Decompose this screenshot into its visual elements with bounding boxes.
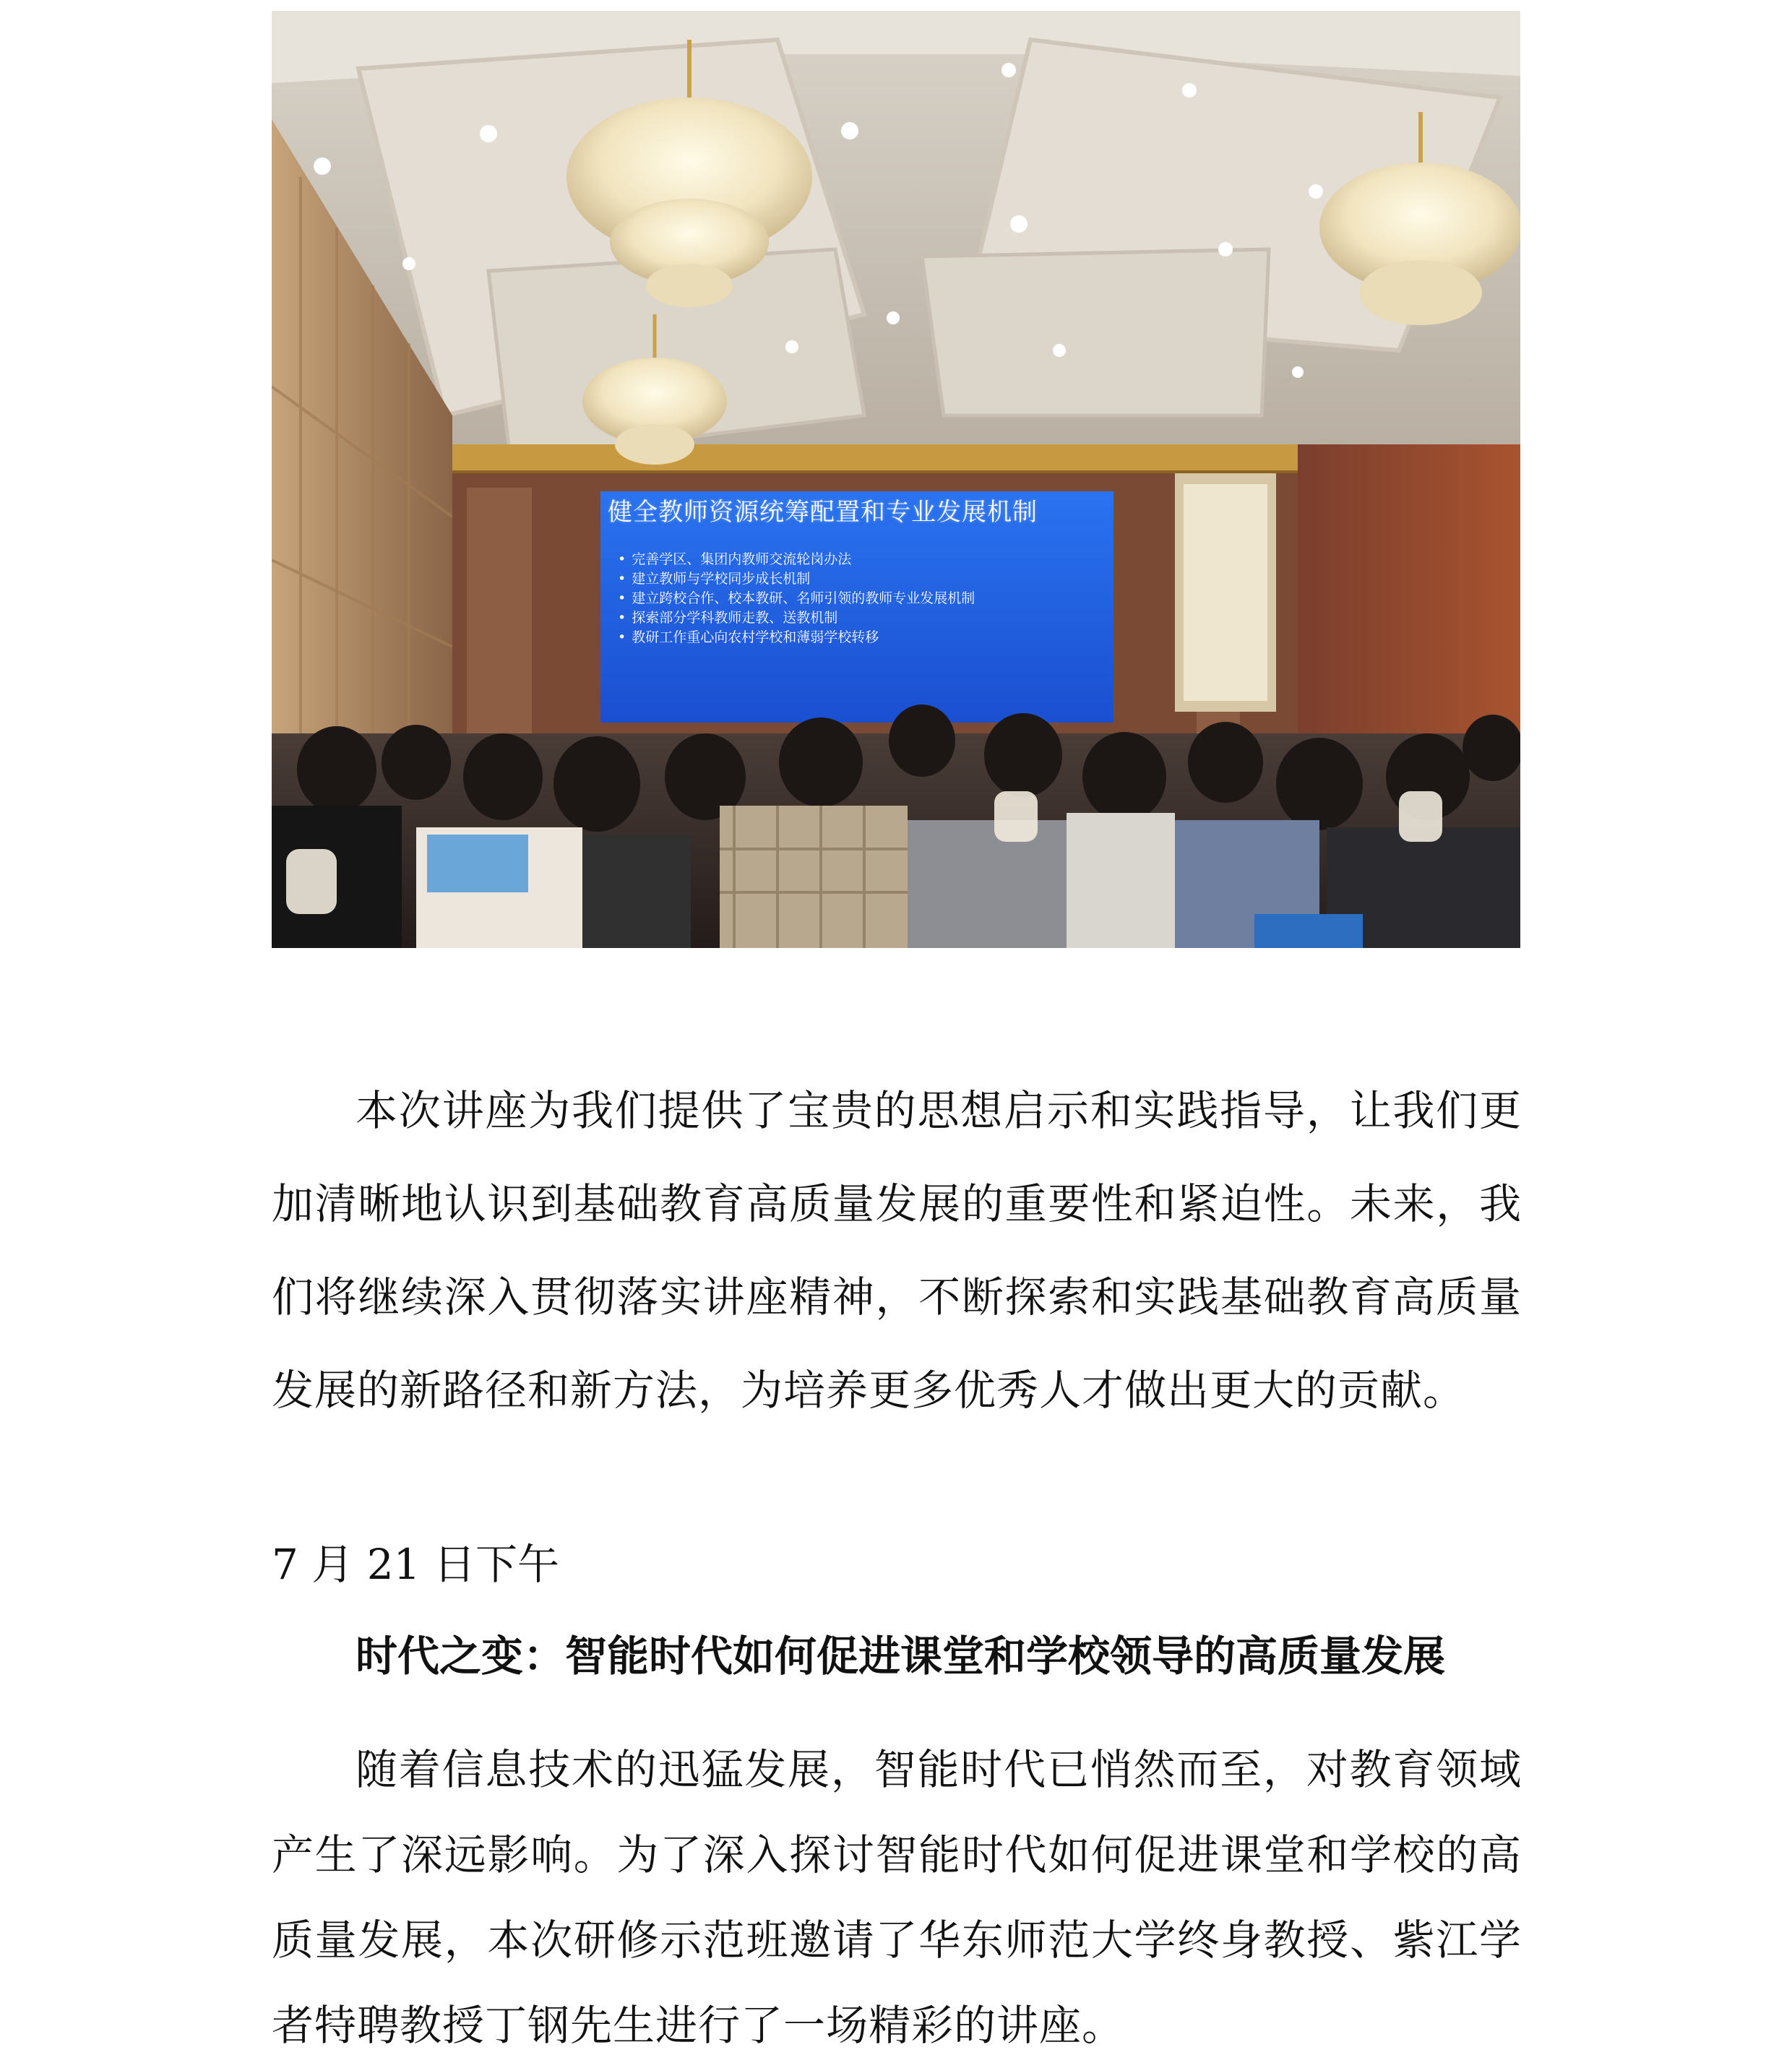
slide-bullet: • 建立跨校合作、校本教研、名师引领的教师专业发展机制	[618, 589, 1106, 608]
body-paragraph-intro: 随着信息技术的迅猛发展，智能时代已悄然而至，对教育领域产生了深远影响。为了深入探讨智能时代如何促进课堂和学校的高质量发展，本次研修示范班邀请了华东师范大学终身教授、紫江学者特聘教授丁钢先生进行了一场精彩的讲座。	[272, 1745, 1522, 2050]
conference-photo-illustration	[272, 11, 1520, 948]
conference-photo	[272, 11, 1520, 948]
slide-bullet: • 完善学区、集团内教师交流轮岗办法	[618, 550, 1106, 569]
slide-title: 健全教师资源统筹配置和专业发展机制	[608, 498, 1038, 527]
slide-bullet: • 探索部分学科教师走教、送教机制	[618, 608, 1106, 628]
section-title: 时代之变：智能时代如何促进课堂和学校领导的高质量发展	[356, 1632, 1446, 1681]
presentation-slide	[608, 496, 1106, 647]
slide-bullet: • 教研工作重心向农村学校和薄弱学校转移	[618, 628, 1106, 647]
body-paragraph-summary: 本次讲座为我们提供了宝贵的思想启示和实践指导，让我们更加清晰地认识到基础教育高质量发展的重要性和紧迫性。未来，我们将继续深入贯彻落实讲座精神，不断探索和实践基础教育高质量发展的新路径和新方法，为培养更多优秀人才做出更大的贡献。	[272, 1086, 1522, 1415]
date-heading: 7 月 21 日下午	[272, 1540, 560, 1589]
slide-bullet-list	[608, 550, 1106, 647]
slide-bullet: • 建立教师与学校同步成长机制	[618, 569, 1106, 589]
